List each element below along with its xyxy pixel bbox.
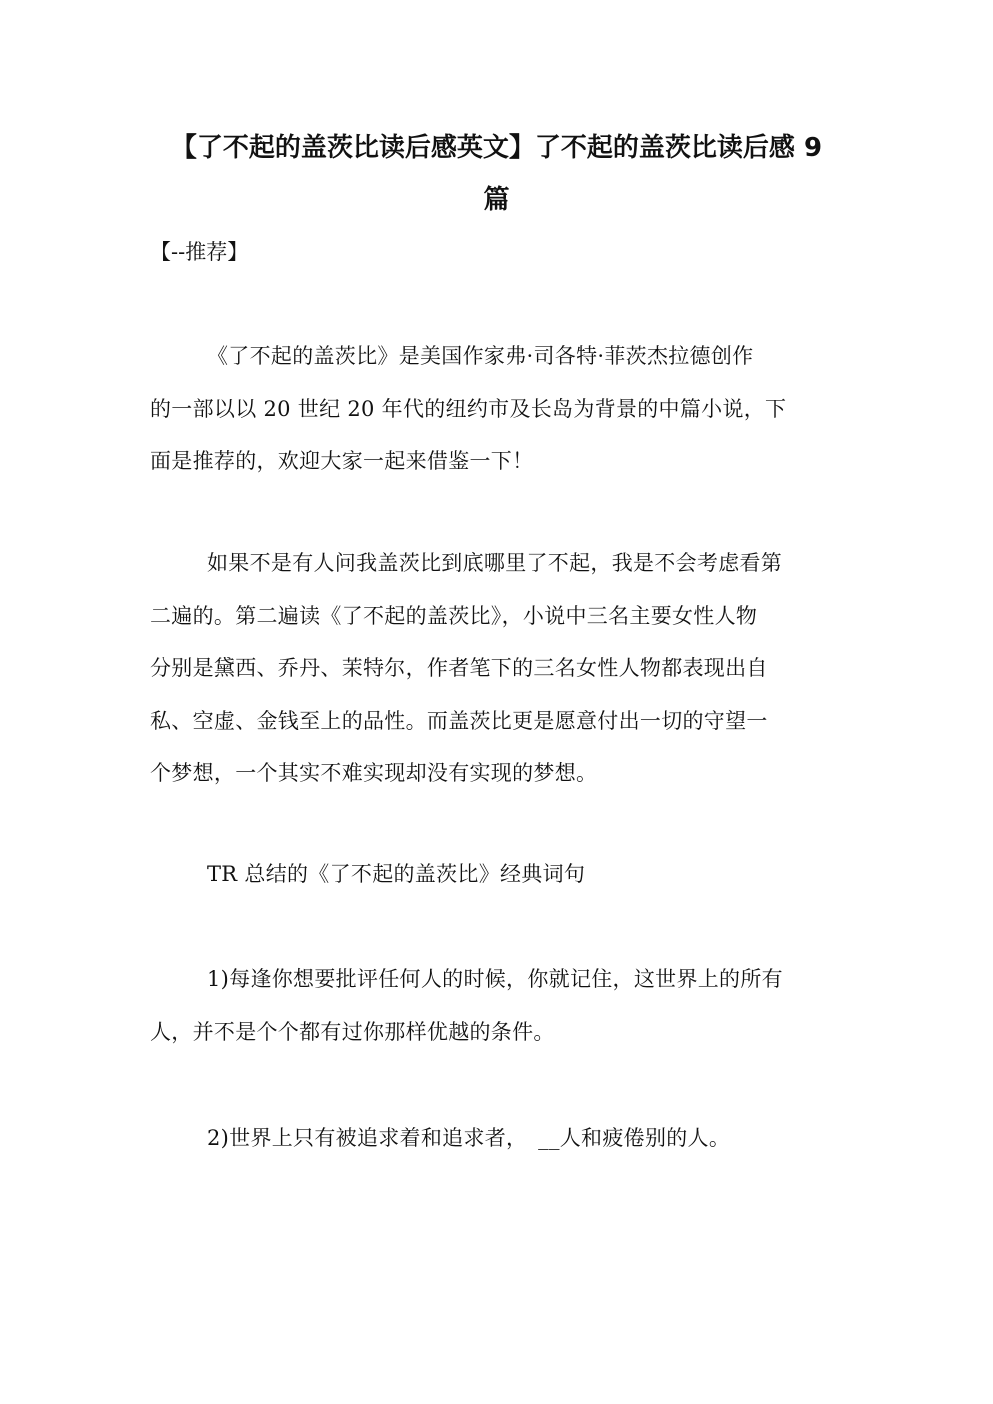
paragraph-line: 分别是黛西、乔丹、茉特尔，作者笔下的三名女性人物都表现出自 [150,656,768,680]
paragraph-line: 私、空虚、金钱至上的品性。而盖茨比更是愿意付出一切的守望一 [150,708,768,733]
paragraph-line: 如果不是有人问我盖茨比到底哪里了不起，我是不会考虑看第 [207,551,783,575]
paragraph-line: 人，并不是个个都有过你那样优越的条件。 [150,1019,555,1044]
paragraph-line: 的一部以以 20 世纪 20 年代的纽约市及长岛为背景的中篇小说，下 [150,396,787,421]
title-line: 篇 [483,185,510,215]
paragraph-line: 面是推荐的，欢迎大家一起来借鉴一下！ [150,449,534,473]
intro-paragraph [150,330,840,488]
title-line: 【了不起的盖茨比读后感英文】了不起的盖茨比读后感 9 [170,133,823,163]
body-paragraph [150,537,840,800]
recommend-tag: 【--推荐】 [150,240,249,264]
heading-line: TR 总结的《了不起的盖茨比》经典词句 [207,862,586,886]
section-heading [150,848,840,901]
paragraph-line: 个梦想，一个其实不难实现却没有实现的梦想。 [150,761,598,785]
quote-paragraph [150,1112,840,1165]
paragraph-line: 2)世界上只有被追求着和追求者， __人和疲倦别的人。 [207,1126,731,1150]
quote-paragraph [150,953,840,1058]
document-title [150,122,843,226]
paragraph-line: 二遍的。第二遍读《了不起的盖茨比》，小说中三名主要女性人物 [150,603,758,628]
paragraph-line: 1)每逢你想要批评任何人的时候，你就记住，这世界上的所有 [207,967,783,991]
paragraph-line: 《了不起的盖茨比》是美国作家弗·司各特·菲茨杰拉德创作 [207,344,754,368]
